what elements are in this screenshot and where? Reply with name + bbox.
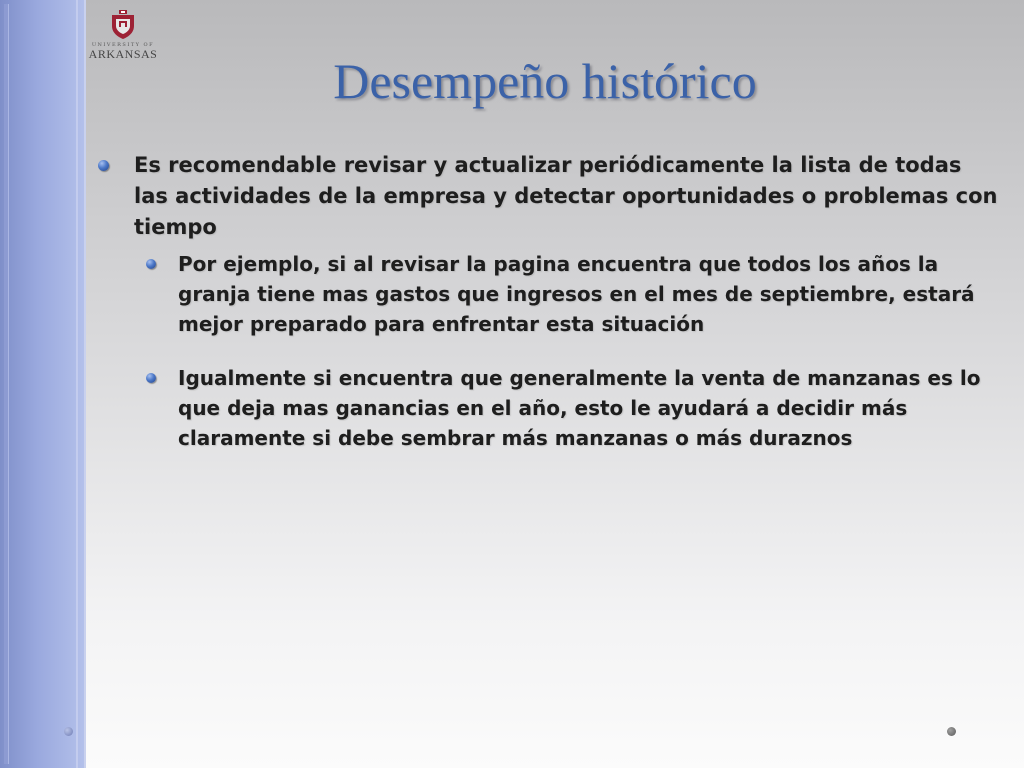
logo-top-text: UNIVERSITY OF	[91, 42, 155, 48]
bullet-text: Es recomendable revisar y actualizar periódicamente la lista de todas las actividades de la empresa y detectar oportunidades o problemas con tiempo	[134, 153, 998, 239]
bullet-item	[98, 150, 998, 243]
sub-bullet-text: Igualmente si encuentra que generalmente la venta de manzanas es lo que deja mas ganancias en el año, esto le ayudará a decidir más claramente si debe sembrar más manzanas o más duraznos	[178, 366, 981, 450]
bullet-dot-icon	[146, 259, 156, 269]
bullet-list	[98, 150, 998, 477]
bullet-dot-icon	[146, 373, 156, 383]
logo-main-text: ARKANSAS	[88, 47, 158, 61]
right-corner-dot	[947, 727, 956, 736]
shield-icon	[110, 10, 136, 40]
sub-bullet-item	[146, 249, 998, 339]
sub-bullet-item	[146, 363, 998, 453]
slide-title: Desempeño histórico	[333, 53, 757, 109]
university-logo	[88, 10, 158, 66]
bullet-dot-icon	[98, 160, 109, 171]
sub-bullet-text: Por ejemplo, si al revisar la pagina encuentra que todos los años la granja tiene mas gastos que ingresos en el mes de septiembre, estará mejor preparado para enfrentar esta situación	[178, 252, 975, 336]
left-corner-dot	[64, 727, 73, 736]
left-accent-bar	[0, 0, 86, 768]
